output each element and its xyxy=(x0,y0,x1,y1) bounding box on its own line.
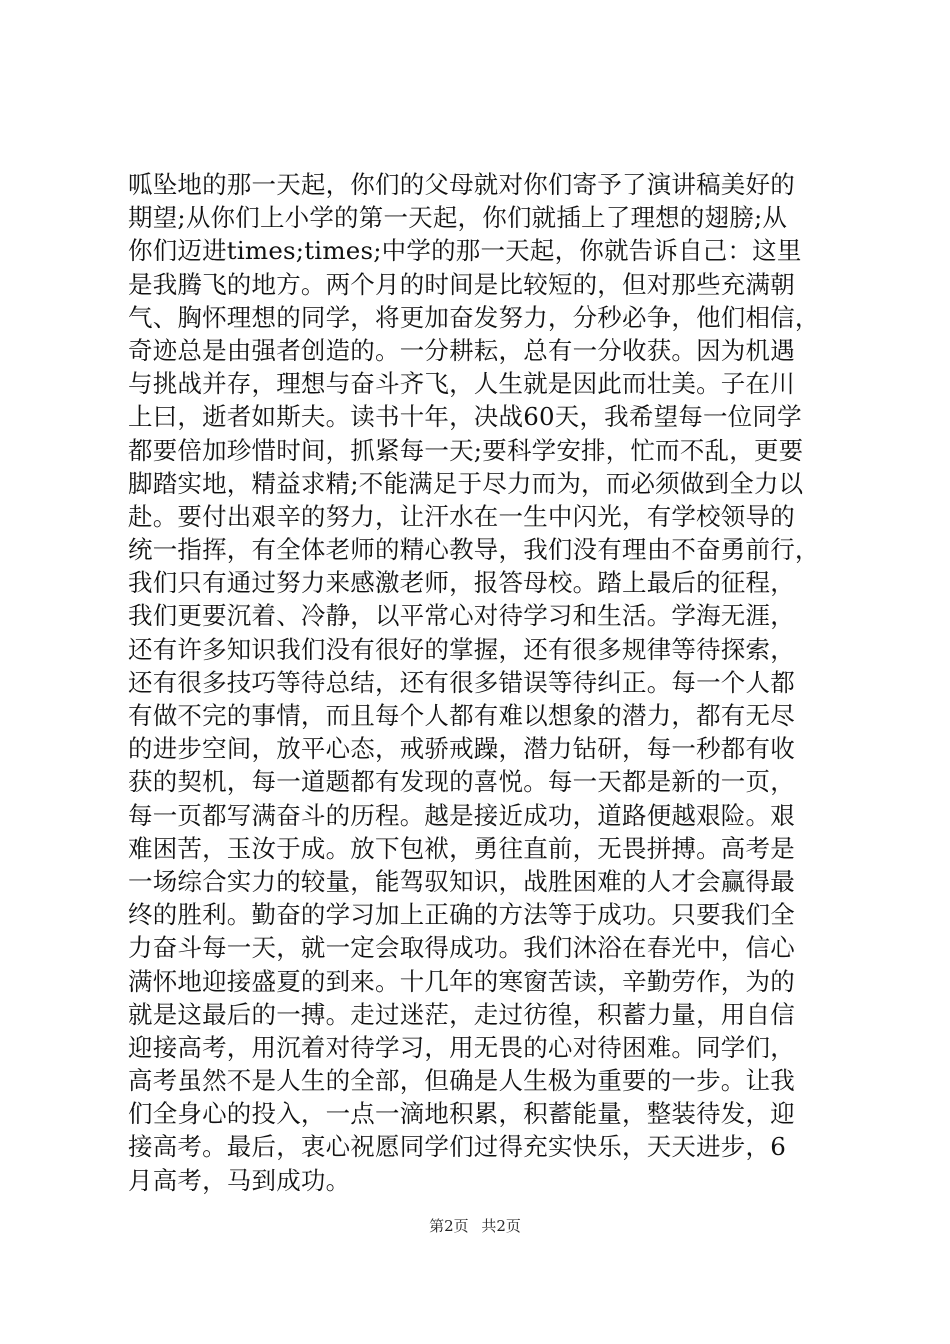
text-line: 月高考，马到成功。 xyxy=(128,1165,351,1195)
text-line: 有做不完的事情，而且每个人都有难以想象的潜力，都有无尽 xyxy=(128,701,795,730)
text-line: 每一页都写满奋斗的历程。越是接近成功，道路便越艰险。艰 xyxy=(128,800,795,830)
text-line: 我们只有通过努力来感激老师，报答母校。踏上最后的征程， xyxy=(128,568,795,598)
text-line: 气、胸怀理想的同学，将更加奋发努力，分秒必争，他们相信， xyxy=(128,302,820,332)
text-line: 们全身心的投入，一点一滴地积累，积蓄能量，整装待发，迎 xyxy=(128,1099,795,1129)
body-text xyxy=(128,168,828,1197)
text-line: 力奋斗每一天，就一定会取得成功。我们沐浴在春光中，信心 xyxy=(128,933,795,963)
text-line: 终的胜利。勤奋的学习加上正确的方法等于成功。只要我们全 xyxy=(128,900,795,930)
text-line: 难困苦，玉汝于成。放下包袱，勇往直前，无畏拼搏。高考是 xyxy=(128,833,795,863)
text-line: 的进步空间，放平心态，戒骄戒躁，潜力钻研，每一秒都有收 xyxy=(128,734,795,764)
text-line: 还有很多技巧等待总结，还有很多错误等待纠正。每一个人都 xyxy=(128,667,795,697)
text-line: 与挑战并存，理想与奋斗齐飞，人生就是因此而壮美。子在川 xyxy=(128,369,795,399)
text-line: 是我腾飞的地方。两个月的时间是比较短的，但对那些充满朝 xyxy=(128,269,795,299)
text-line: 你们迈进times;times;中学的那一天起，你就告诉自己：这里 xyxy=(128,236,802,266)
text-line: 期望;从你们上小学的第一天起，你们就插上了理想的翅膀;从 xyxy=(128,203,788,233)
text-line: 上曰，逝者如斯夫。读书十年，决战60天，我希望每一位同学 xyxy=(128,402,802,432)
text-line: 一场综合实力的较量，能驾驭知识，战胜困难的人才会赢得最 xyxy=(128,866,795,896)
text-line: 就是这最后的一搏。走过迷茫，走过彷徨，积蓄力量，用自信 xyxy=(128,999,795,1029)
text-line: 统一指挥，有全体老师的精心教导，我们没有理由不奋勇前行， xyxy=(128,535,820,565)
text-line: 赴。要付出艰辛的努力，让汗水在一生中闪光，有学校领导的 xyxy=(128,501,795,531)
text-line: 奇迹总是由强者创造的。一分耕耘，总有一分收获。因为机遇 xyxy=(128,335,795,365)
text-line: 获的契机，每一道题都有发现的喜悦。每一天都是新的一页， xyxy=(128,767,795,797)
text-line: 都要倍加珍惜时间，抓紧每一天;要科学安排，忙而不乱，更要 xyxy=(128,435,804,465)
text-line: 高考虽然不是人生的全部，但确是人生极为重要的一步。让我 xyxy=(128,1066,795,1096)
text-line: 还有许多知识我们没有很好的掌握，还有很多规律等待探索， xyxy=(128,634,795,664)
text-line: 满怀地迎接盛夏的到来。十几年的寒窗苦读，辛勤劳作，为的 xyxy=(128,966,795,996)
text-line: 脚踏实地，精益求精;不能满足于尽力而为，而必须做到全力以 xyxy=(128,468,804,498)
text-line: 接高考。最后，衷心祝愿同学们过得充实快乐，天天进步，6 xyxy=(128,1132,786,1162)
text-line: 我们更要沉着、冷静，以平常心对待学习和生活。学海无涯， xyxy=(128,601,795,631)
page-total: 共2页 xyxy=(481,1217,521,1235)
page-footer xyxy=(0,1216,950,1236)
text-line: 迎接高考，用沉着对待学习，用无畏的心对待困难。同学们， xyxy=(128,1032,795,1062)
text-line: 呱坠地的那一天起，你们的父母就对你们寄予了演讲稿美好的 xyxy=(128,170,795,199)
page-number: 第2页 xyxy=(429,1217,469,1235)
